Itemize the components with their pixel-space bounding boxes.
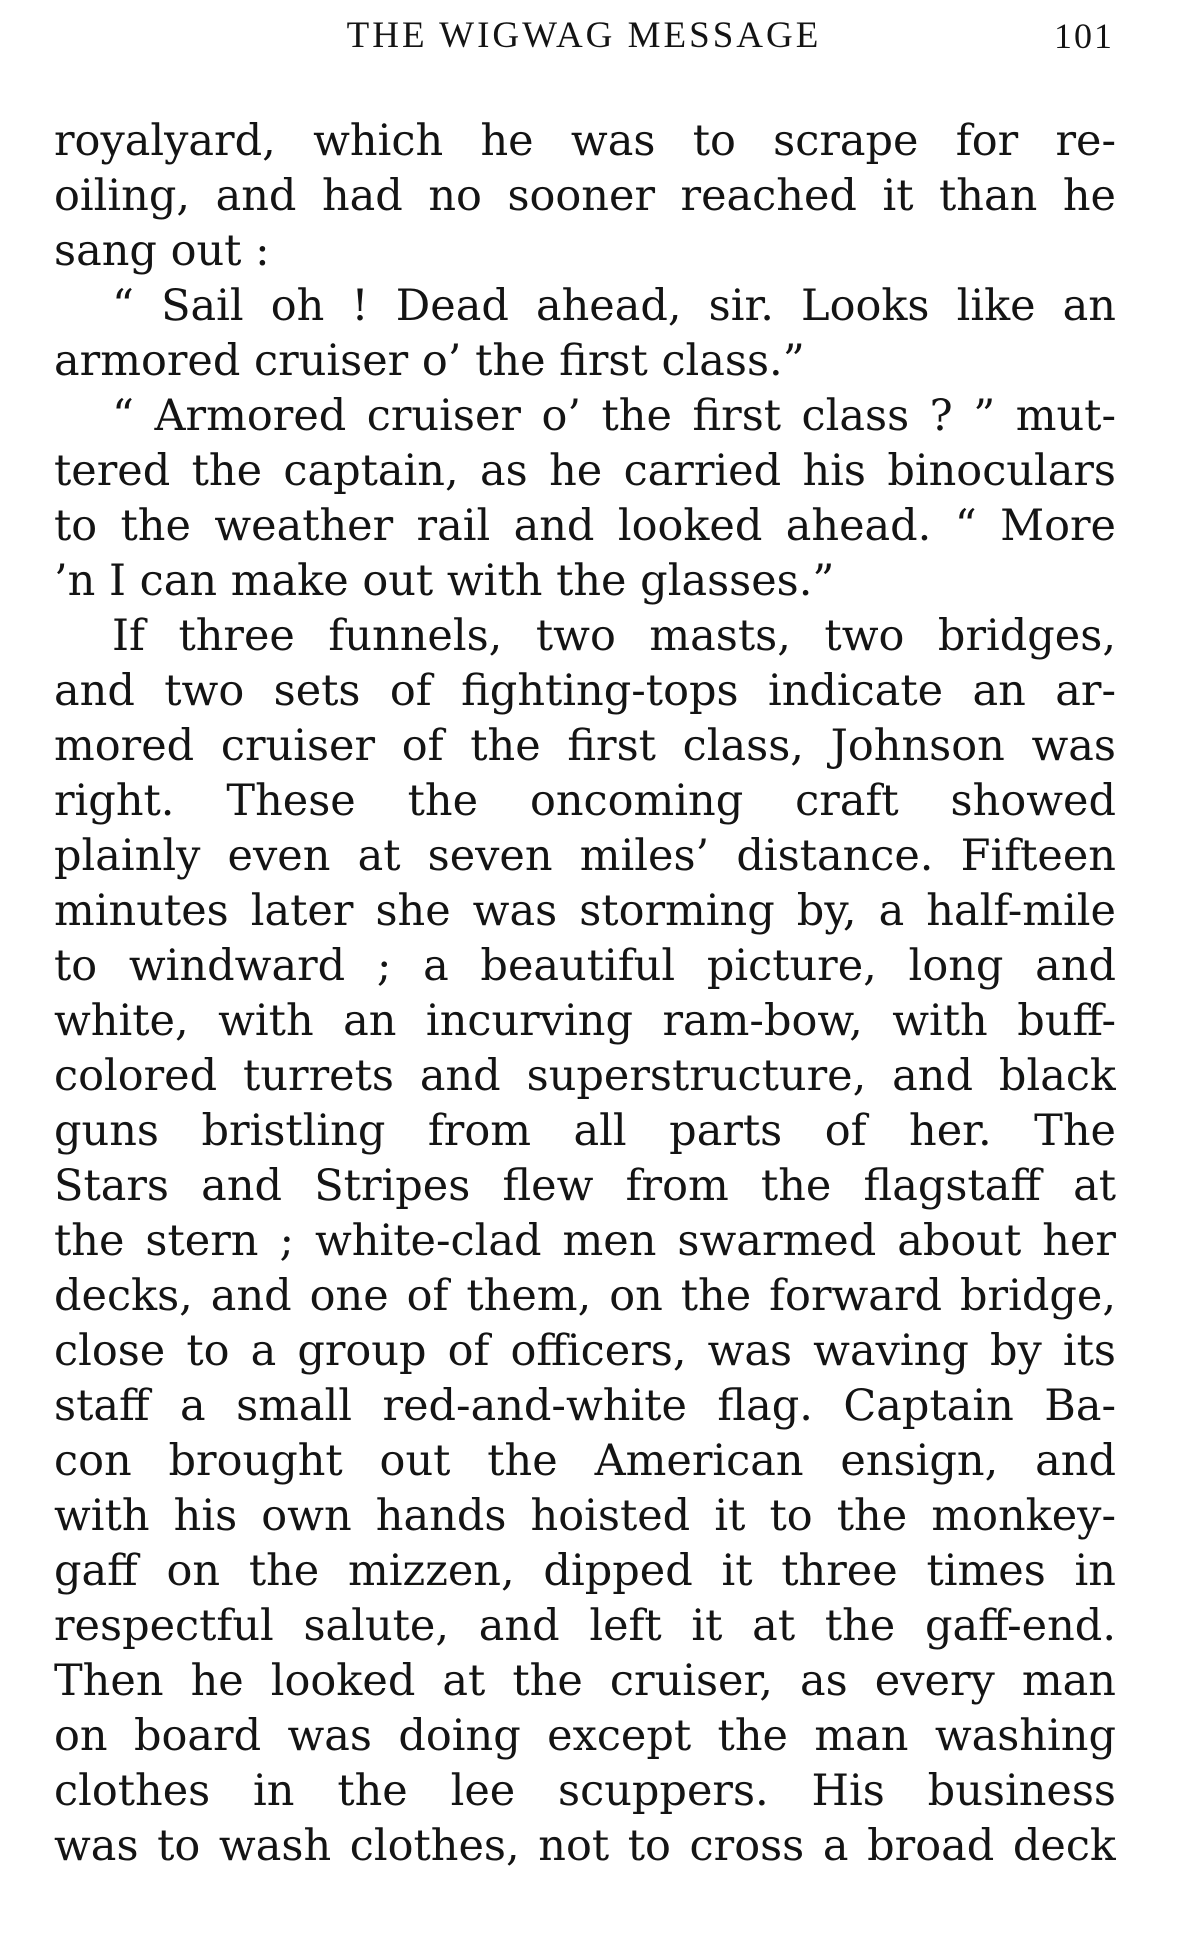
- text-line: Stars and Stripes flew from the flagstaff at: [54, 1161, 1116, 1211]
- body-text: [54, 114, 1116, 1874]
- text-line: minutes later she was storming by, a half-mile: [54, 886, 1116, 936]
- text-line: oiling, and had no sooner reached it than he: [54, 171, 1116, 221]
- text-line: the stern ; white-clad men swarmed about her: [54, 1216, 1116, 1266]
- text-line: plainly even at seven miles’ distance. Fifteen: [54, 831, 1116, 881]
- text-line: colored turrets and superstructure, and black: [54, 1051, 1116, 1101]
- text-line: respectful salute, and left it at the gaff-end.: [54, 1601, 1116, 1651]
- text-line: con brought out the American ensign, and: [54, 1436, 1116, 1486]
- text-line: clothes in the lee scuppers. His business: [54, 1766, 1116, 1816]
- text-line: was to wash clothes, not to cross a broad deck: [54, 1821, 1116, 1871]
- text-line: to the weather rail and looked ahead. “ More: [54, 501, 1116, 551]
- text-line: white, with an incurving ram-bow, with buff-: [54, 996, 1116, 1046]
- text-line: right. These the oncoming craft showed: [54, 776, 1116, 826]
- text-line: staff a small red-and-white flag. Captain Ba-: [54, 1381, 1116, 1431]
- text-line: sang out :: [54, 226, 270, 276]
- text-line: close to a group of officers, was waving by its: [54, 1326, 1116, 1376]
- text-line: tered the captain, as he carried his binoculars: [54, 446, 1116, 496]
- text-line: to windward ; a beautiful picture, long and: [54, 941, 1116, 991]
- running-head: [54, 14, 1114, 58]
- page-number: 101: [1054, 16, 1114, 56]
- running-title: THE WIGWAG MESSAGE: [346, 15, 822, 56]
- text-line: guns bristling from all parts of her. The: [54, 1106, 1116, 1156]
- text-line: “ Sail oh ! Dead ahead, sir. Looks like an: [112, 281, 1116, 331]
- text-line: ’n I can make out with the glasses.”: [54, 556, 835, 606]
- text-line: If three funnels, two masts, two bridges,: [112, 611, 1116, 661]
- text-line: with his own hands hoisted it to the monkey-: [54, 1491, 1116, 1541]
- text-line: armored cruiser o’ the first class.”: [54, 336, 805, 386]
- text-line: mored cruiser of the first class, Johnson was: [54, 721, 1116, 771]
- text-line: decks, and one of them, on the forward bridge,: [54, 1271, 1116, 1321]
- text-line: and two sets of fighting-tops indicate an ar-: [54, 666, 1116, 716]
- text-line: on board was doing except the man washing: [54, 1711, 1116, 1761]
- text-line: gaff on the mizzen, dipped it three times in: [54, 1546, 1116, 1596]
- text-line: “ Armored cruiser o’ the first class ? ” mut-: [112, 391, 1116, 441]
- text-line: royalyard, which he was to scrape for re-: [54, 116, 1116, 166]
- text-line: Then he looked at the cruiser, as every man: [54, 1656, 1116, 1706]
